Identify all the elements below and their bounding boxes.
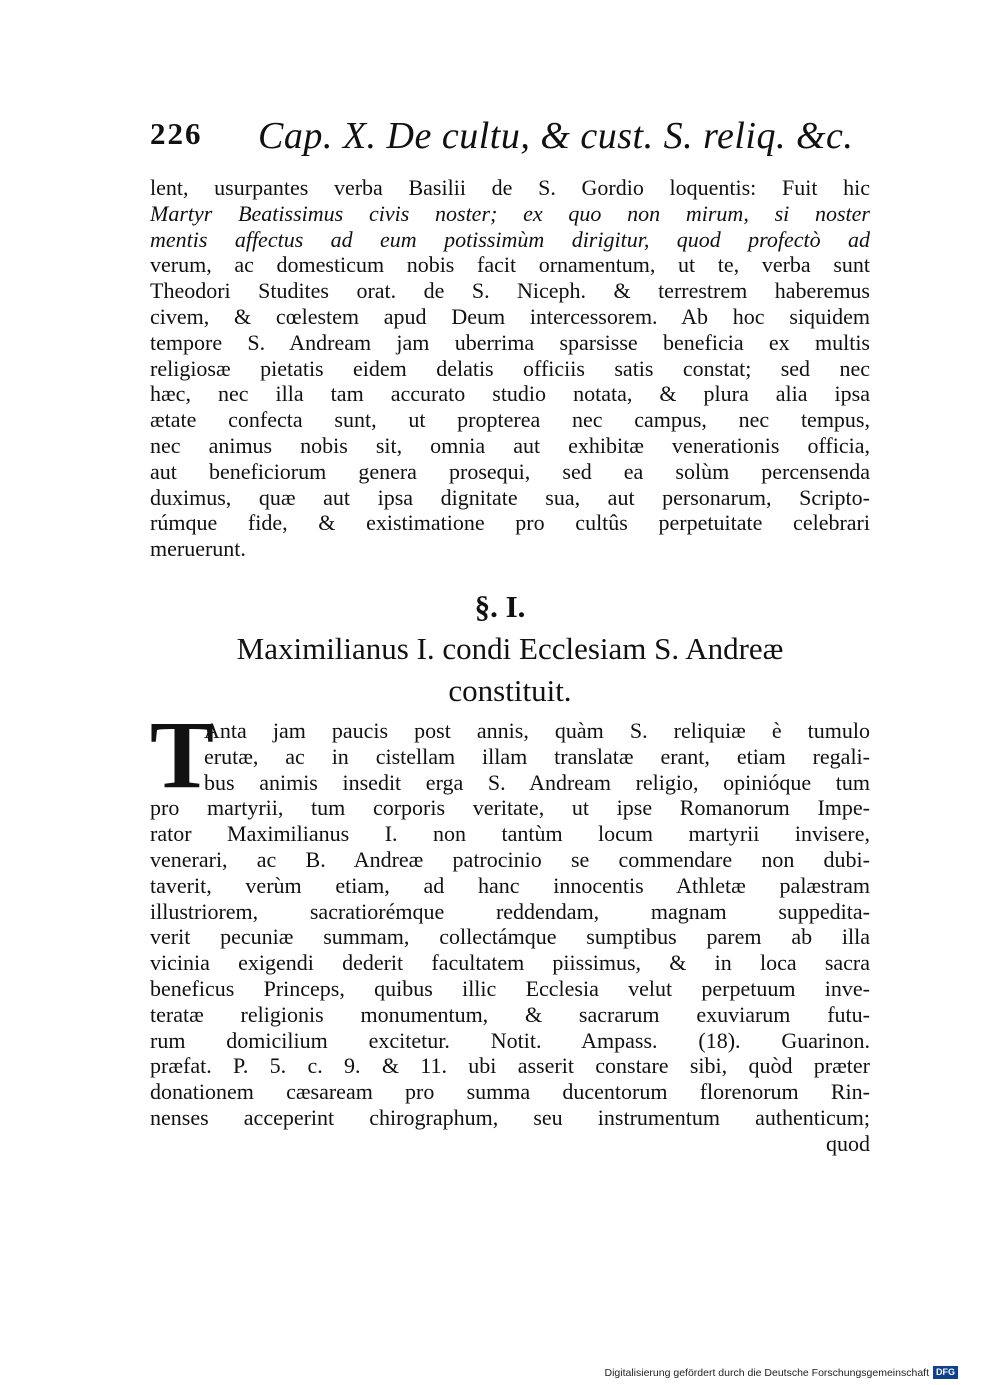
text-line: nenses acceperint chirographum, seu instrumentum authenticum; bbox=[150, 1104, 870, 1130]
text-line: lent, usurpantes verba Basilii de S. Gordio loquentis: Fuit hic bbox=[150, 175, 870, 200]
text-line: ætate confecta sunt, ut propterea nec campus, nec tempus, bbox=[150, 407, 870, 433]
text-line: Anta jam paucis post annis, quàm S. reliquiæ è tumulo bbox=[204, 718, 870, 743]
body-paragraph bbox=[150, 718, 870, 1157]
text-line: tempore S. Andream jam uberrima sparsisse beneficia ex multis bbox=[150, 329, 870, 355]
text-line: rum domicilium excitetur. Notit. Ampass. (18). Guarinon. bbox=[150, 1027, 870, 1053]
page-header bbox=[150, 116, 870, 162]
text-line: pro martyrii, tum corporis veritate, ut ipse Romanorum Impe- bbox=[150, 795, 870, 821]
section-heading-line-1: Maximilianus I. condi Ecclesiam S. Andreæ bbox=[236, 631, 784, 666]
text-line: vicinia exigendi dederit facultatem piissimus, & in loca sacra bbox=[150, 950, 870, 976]
footer-credit-text: Digitalisierung gefördert durch die Deutsche Forschungsgemeinschaft bbox=[604, 1366, 929, 1379]
running-head: Cap. X. De cultu, & cust. S. reliq. &c. bbox=[258, 115, 854, 157]
text-line: taverit, verùm etiam, ad hanc innocentis Athletæ palæstram bbox=[150, 872, 870, 898]
text-line: teratæ religionis monumentum, & sacrarum exuviarum futu- bbox=[150, 1001, 870, 1027]
text-line: illustriorem, sacratiorémque reddendam, magnam suppedita- bbox=[150, 898, 870, 924]
text-line: venerari, ac B. Andreæ patrocinio se commendare non dubi- bbox=[150, 846, 870, 872]
page-number: 226 bbox=[150, 116, 203, 151]
text-line: mentis affectus ad eum potissimùm dirigitur, quod profectò ad bbox=[150, 226, 870, 252]
dfg-logo: DFG bbox=[933, 1366, 958, 1379]
top-paragraph bbox=[150, 175, 870, 562]
text-line: meruerunt. bbox=[150, 536, 246, 562]
text-line: verit pecuniæ summam, collectámque sumptibus parem ab illa bbox=[150, 924, 870, 950]
text-line: aut beneficiorum genera prosequi, sed ea solùm percensenda bbox=[150, 458, 870, 484]
catchword: quod bbox=[826, 1130, 870, 1156]
text-line: nec animus nobis sit, omnia aut exhibitæ venerationis officia, bbox=[150, 432, 870, 458]
text-line: verum, ac domesticum nobis facit ornamentum, ut te, verba sunt bbox=[150, 252, 870, 278]
text-line: duximus, quæ aut ipsa dignitate sua, aut personarum, Scripto- bbox=[150, 484, 870, 510]
text-line: erutæ, ac in cistellam illam translatæ erant, etiam regali- bbox=[204, 743, 870, 769]
text-line: præfat. P. 5. c. 9. & 11. ubi asserit constare sibi, quòd præter bbox=[150, 1053, 870, 1079]
text-line: rator Maximilianus I. non tantùm locum martyrii invisere, bbox=[150, 821, 870, 847]
text-line: beneficus Princeps, quibus illic Ecclesia velut perpetuum inve- bbox=[150, 975, 870, 1001]
text-line: Martyr Beatissimus civis noster; ex quo non mirum, si noster bbox=[150, 200, 870, 226]
text-line: civem, & cœlestem apud Deum intercessorem. Ab hoc siquidem bbox=[150, 303, 870, 329]
section-mark: §. I. bbox=[474, 589, 526, 624]
drop-cap: T bbox=[150, 701, 215, 808]
text-line: hæc, nec illa tam accurato studio notata, & plura alia ipsa bbox=[150, 381, 870, 407]
text-line: rúmque fide, & existimatione pro cultûs perpetuitate celebrari bbox=[150, 510, 870, 536]
text-line: religiosæ pietatis eidem delatis officiis satis constat; sed nec bbox=[150, 355, 870, 381]
text-line: Theodori Studites orat. de S. Niceph. & terrestrem haberemus bbox=[150, 278, 870, 304]
text-line: bus animis insedit erga S. Andream religio, opinióque tum bbox=[204, 769, 870, 795]
section-heading-line-2: constituit. bbox=[448, 673, 572, 708]
footer-credit bbox=[604, 1366, 958, 1379]
text-line: donationem cæsaream pro summa ducentorum florenorum Rin- bbox=[150, 1079, 870, 1105]
